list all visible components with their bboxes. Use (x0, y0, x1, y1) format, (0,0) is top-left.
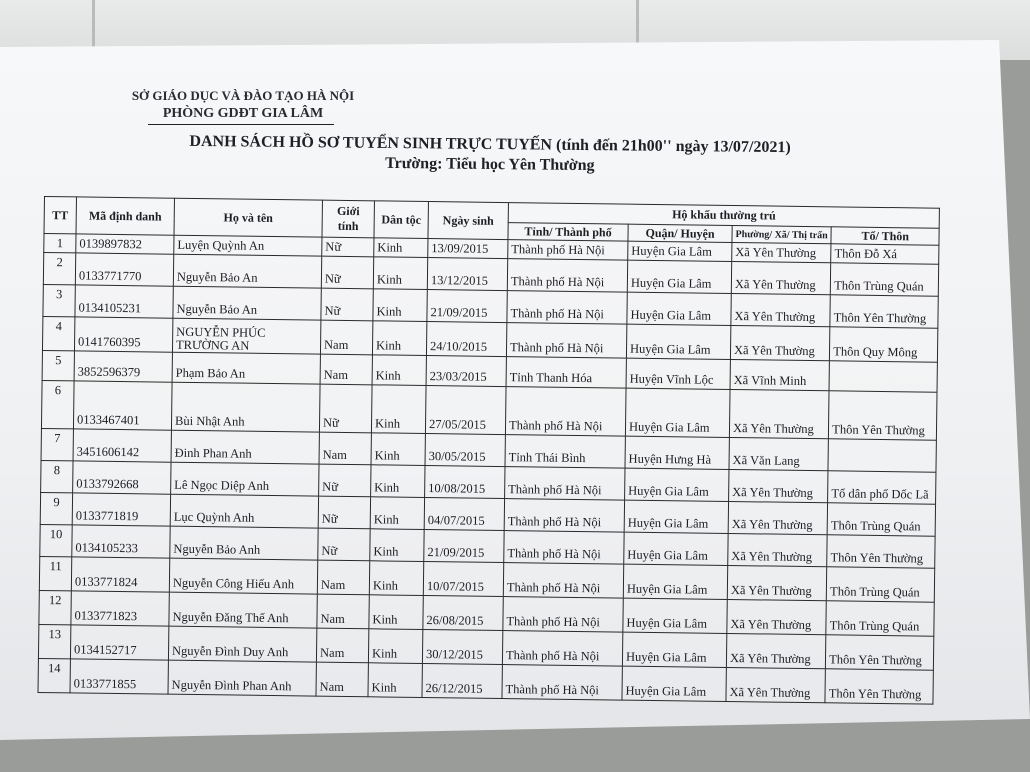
district-cell: Huyện Gia Lâm (623, 564, 727, 599)
ethnicity-cell: Kinh (370, 497, 424, 530)
province-cell: Thành phố Hà Nội (505, 467, 625, 501)
issuing-organization (118, 88, 368, 122)
gender-cell: Nam (319, 432, 371, 465)
birth-date-cell: 26/08/2015 (423, 595, 503, 630)
ward-cell: Xã Yên Thường (727, 599, 827, 634)
gender-cell: Nam (316, 662, 368, 697)
birth-date-cell: 23/03/2015 (426, 356, 506, 387)
document-title (150, 132, 830, 177)
province-cell: Thành phố Hà Nội (505, 387, 626, 437)
row-number: 6 (41, 380, 74, 428)
org-underline (148, 124, 334, 125)
district-cell: Huyện Gia Lâm (624, 500, 728, 533)
title-text: DANH SÁCH HỒ SƠ TUYỂN SINH TRỰC TUYẾN (tính đến 21h00'' ngày 13/07/2021) (189, 132, 791, 157)
gender-cell: Nữ (321, 256, 373, 289)
ward-cell: Xã Yên Thường (727, 565, 827, 600)
department-name: SỞ GIÁO DỤC VÀ ĐÀO TẠO HÀ NỘI (131, 88, 355, 103)
id-code-cell: 0133792668 (73, 461, 171, 494)
ethnicity-cell: Kinh (369, 561, 423, 596)
birth-date-cell: 21/09/2015 (424, 530, 504, 563)
id-code-cell: 3852596379 (74, 351, 172, 382)
ethnicity-cell: Kinh (373, 257, 427, 290)
hamlet-cell: Thôn Đỗ Xá (831, 244, 939, 264)
ward-cell: Xã Yên Thường (728, 533, 828, 566)
ethnicity-cell: Kinh (368, 663, 422, 698)
ethnicity-cell: Kinh (371, 433, 425, 466)
col-header-district: Quận/ Huyện (628, 224, 732, 242)
district-cell: Huyện Gia Lâm (623, 598, 727, 633)
hamlet-cell: Thôn Trùng Quán (826, 601, 934, 636)
hamlet-cell: Thôn Trùng Quán (830, 263, 938, 296)
ward-cell: Xã Yên Thường (730, 326, 830, 361)
district-cell: Huyện Gia Lâm (627, 260, 731, 293)
col-header-name: Họ và tên (174, 198, 322, 237)
birth-date-cell: 26/12/2015 (422, 663, 502, 698)
student-name-cell: Nguyễn Bảo An (173, 286, 321, 320)
row-number: 14 (38, 658, 70, 692)
birth-date-cell: 04/07/2015 (424, 498, 504, 531)
gender-cell: Nam (317, 560, 369, 595)
province-cell: Thành phố Hà Nội (507, 291, 627, 325)
ethnicity-cell: Kinh (374, 238, 428, 258)
id-code-cell: 0133771824 (71, 557, 169, 592)
hamlet-cell: Thôn Yên Thường (825, 669, 933, 704)
row-number: 13 (38, 624, 70, 658)
enrollment-table (37, 196, 940, 705)
col-header-tt: TT (44, 197, 76, 234)
ward-cell: Xã Yên Thường (731, 262, 831, 295)
id-code-cell: 0133771823 (71, 591, 169, 626)
row-number: 9 (40, 492, 72, 524)
row-number: 12 (39, 590, 71, 624)
birth-date-cell: 10/07/2015 (423, 562, 503, 597)
ethnicity-cell: Kinh (371, 385, 426, 434)
enrollment-table-wrapper (37, 196, 940, 705)
district-cell: Huyện Hưng Hà (625, 436, 729, 469)
id-code-cell: 0133771770 (75, 253, 173, 286)
district-cell: Huyện Gia Lâm (622, 632, 726, 667)
ward-cell: Xã Yên Thường (728, 501, 828, 534)
col-header-id: Mã định danh (76, 197, 174, 235)
ethnicity-cell: Kinh (370, 529, 424, 562)
ward-cell: Xã Yên Thường (726, 633, 826, 668)
row-number: 2 (43, 253, 75, 285)
hamlet-cell: Tổ dân phố Dốc Lã (828, 471, 936, 504)
row-number: 4 (42, 316, 74, 350)
birth-date-cell: 30/05/2015 (425, 434, 505, 467)
gender-cell: Nữ (322, 237, 374, 257)
ward-cell: Xã Vĩnh Minh (730, 359, 830, 390)
ethnicity-cell: Kinh (372, 355, 426, 386)
district-cell: Huyện Gia Lâm (624, 532, 728, 565)
gender-cell: Nam (320, 354, 372, 385)
gender-cell: Nam (316, 628, 368, 663)
gender-cell: Nữ (319, 464, 371, 497)
student-name-cell: Lục Quỳnh Anh (170, 494, 318, 528)
col-header-gender: Giới tính (322, 200, 374, 238)
tile-grout (636, 0, 639, 48)
province-cell: Thành phố Hà Nội (506, 323, 626, 359)
district-cell: Huyện Gia Lâm (625, 468, 729, 501)
province-cell: Thành phố Hà Nội (503, 563, 623, 599)
province-cell: Thành phố Hà Nội (503, 597, 623, 633)
row-number: 5 (42, 350, 74, 380)
row-number: 8 (41, 460, 73, 492)
province-cell: Tỉnh Thái Bình (505, 435, 625, 469)
district-cell: Huyện Gia Lâm (628, 241, 732, 261)
office-name: PHÒNG GDĐT GIA LÂM (162, 106, 324, 121)
district-cell: Huyện Gia Lâm (625, 388, 730, 437)
row-number: 1 (44, 234, 76, 253)
province-cell: Tỉnh Thanh Hóa (506, 357, 626, 389)
hamlet-cell: Thôn Quy Mông (830, 327, 938, 362)
id-code-cell: 0139897832 (76, 234, 174, 254)
province-cell: Thành phố Hà Nội (504, 499, 624, 533)
ward-cell: Xã Yên Thường (731, 294, 831, 327)
ethnicity-cell: Kinh (373, 289, 427, 322)
student-name-cell: Lê Ngọc Diệp Anh (171, 462, 319, 496)
student-name-cell: NGUYỄN PHÚC TRƯỜNG AN (172, 318, 320, 354)
province-cell: Thành phố Hà Nội (502, 665, 622, 701)
student-name-cell: Nguyễn Bảo An (173, 254, 321, 288)
hamlet-cell: Thôn Yên Thường (826, 635, 934, 670)
birth-date-cell: 21/09/2015 (427, 290, 507, 323)
hamlet-cell (829, 361, 937, 392)
district-cell: Huyện Vĩnh Lộc (626, 358, 730, 389)
district-cell: Huyện Gia Lâm (622, 666, 726, 701)
row-number: 3 (43, 284, 75, 316)
gender-cell: Nam (317, 594, 369, 629)
ethnicity-cell: Kinh (372, 321, 426, 356)
col-header-province: Tỉnh/ Thành phố (508, 223, 628, 242)
gender-cell: Nữ (321, 288, 373, 321)
id-code-cell: 0133771819 (72, 493, 170, 526)
id-code-cell: 0133467401 (73, 381, 172, 430)
district-cell: Huyện Gia Lâm (626, 324, 730, 359)
student-name-cell: Nguyễn Đình Phan Anh (168, 660, 316, 696)
id-code-cell: 3451606142 (73, 429, 171, 462)
col-header-ethnic: Dân tộc (374, 201, 428, 239)
ward-cell: Xã Yên Thường (732, 243, 831, 263)
student-name-cell: Phạm Bảo An (172, 352, 320, 384)
birth-date-cell: 13/12/2015 (427, 258, 507, 291)
district-cell: Huyện Gia Lâm (627, 292, 731, 325)
birth-date-cell: 27/05/2015 (425, 386, 506, 435)
row-number: 10 (40, 524, 72, 556)
id-code-cell: 0134152717 (70, 625, 168, 660)
student-name-cell: Nguyễn Công Hiếu Anh (169, 558, 317, 594)
ward-cell: Xã Văn Lang (729, 437, 829, 470)
birth-date-cell: 30/12/2015 (422, 629, 502, 664)
ethnicity-cell: Kinh (369, 595, 423, 630)
ethnicity-cell: Kinh (371, 465, 425, 498)
col-header-household: Hộ khẩu thường trú (508, 203, 939, 229)
row-number: 11 (39, 556, 71, 590)
student-name-cell: Đinh Phan Anh (171, 430, 319, 464)
school-name: Trường: Tiểu học Yên Thường (385, 154, 595, 175)
gender-cell: Nữ (319, 384, 372, 433)
col-header-ward: Phường/ Xã/ Thị trấn (732, 226, 831, 244)
birth-date-cell: 24/10/2015 (426, 322, 506, 357)
student-name-cell: Nguyễn Đăng Thế Anh (169, 592, 317, 628)
ward-cell: Xã Yên Thường (729, 469, 829, 502)
tile-grout (92, 0, 95, 48)
id-code-cell: 0141760395 (74, 317, 172, 352)
id-code-cell: 0133771855 (70, 659, 168, 694)
student-name-cell: Bùi Nhật Anh (171, 382, 320, 432)
id-code-cell: 0134105231 (75, 285, 173, 318)
hamlet-cell: Thôn Yên Thường (830, 295, 938, 328)
student-name-cell: Luyện Quỳnh An (174, 235, 322, 256)
student-name-cell: Nguyễn Đình Duy Anh (168, 626, 316, 662)
gender-cell: Nam (320, 320, 372, 355)
province-cell: Thành phố Hà Nội (508, 240, 628, 261)
student-name-cell: Nguyễn Bảo Anh (170, 526, 318, 560)
province-cell: Thành phố Hà Nội (507, 259, 627, 293)
ward-cell: Xã Yên Thường (726, 667, 826, 702)
hamlet-cell: Thôn Yên Thường (827, 535, 935, 568)
hamlet-cell: Thôn Yên Thường (829, 391, 938, 440)
id-code-cell: 0134105233 (72, 525, 170, 558)
birth-date-cell: 13/09/2015 (428, 239, 508, 259)
table-body (38, 234, 939, 705)
hamlet-cell (828, 439, 936, 472)
province-cell: Thành phố Hà Nội (502, 631, 622, 667)
col-header-dob: Ngày sinh (428, 202, 508, 240)
ethnicity-cell: Kinh (368, 629, 422, 664)
hamlet-cell: Thôn Trùng Quán (827, 503, 935, 536)
col-header-hamlet: Tổ/ Thôn (831, 227, 939, 245)
gender-cell: Nữ (318, 496, 370, 529)
province-cell: Thành phố Hà Nội (504, 531, 624, 565)
birth-date-cell: 10/08/2015 (425, 466, 505, 499)
hamlet-cell: Thôn Trùng Quán (826, 567, 934, 602)
ward-cell: Xã Yên Thường (729, 389, 829, 438)
row-number: 7 (41, 428, 73, 460)
gender-cell: Nữ (318, 528, 370, 561)
